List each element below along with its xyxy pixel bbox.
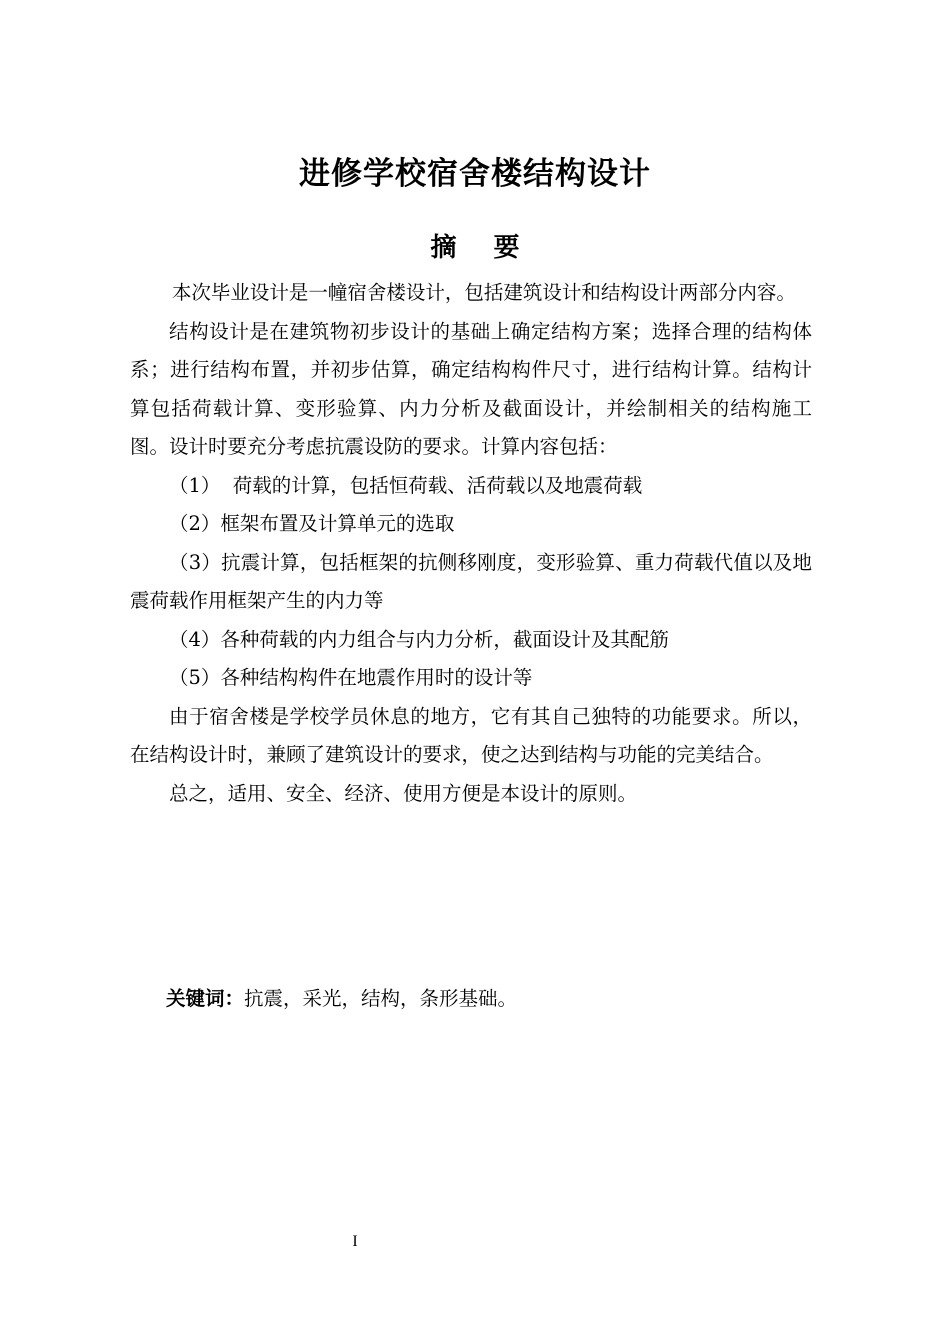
document-title: 进修学校宿舍楼结构设计 [299,156,651,192]
abstract-paragraph-function: 由于宿舍楼是学校学员休息的地方，它有其自己独特的功能要求。所以，在结构设计时，兼顾了建筑设计的要求，使之达到结构与功能的完美结合。 [130,704,812,766]
calc-item-4: （4）各种荷载的内力组合与内力分析，截面设计及其配筋 [169,627,669,651]
keywords-value: 抗震，采光，结构，条形基础。 [244,987,518,1010]
page-number: I [352,1233,358,1250]
keywords-label: 关键词： [166,987,245,1010]
abstract-heading: 摘 要 [430,233,534,263]
abstract-paragraph-structure: 结构设计是在建筑物初步设计的基础上确定结构方案；选择合理的结构体系；进行结构布置，并初步估算，确定结构构件尺寸，进行结构计算。结构计算包括荷载计算、变形验算、内力分析及截面设计，并绘制相关的结构施工图。设计时要充分考虑抗震设防的要求。计算内容包括： [130,319,812,458]
keywords-line [166,980,517,1018]
calc-item-3: （3）抗震计算，包括框架的抗侧移刚度，变形验算、重力荷载代值以及地震荷载作用框架产生的内力等 [130,550,812,612]
calc-item-5: （5）各种结构构件在地震作用时的设计等 [169,666,533,689]
abstract-paragraph-principle: 总之，适用、安全、经济、使用方便是本设计的原则。 [169,781,638,805]
calc-item-1: （1） 荷载的计算，包括恒荷载、活荷载以及地震荷载 [169,473,643,497]
abstract-paragraph-intro: 本次毕业设计是一幢宿舍楼设计，包括建筑设计和结构设计两部分内容。 [171,281,796,304]
calc-item-2: （2）框架布置及计算单元的选取 [169,512,455,535]
abstract-body [130,274,812,813]
